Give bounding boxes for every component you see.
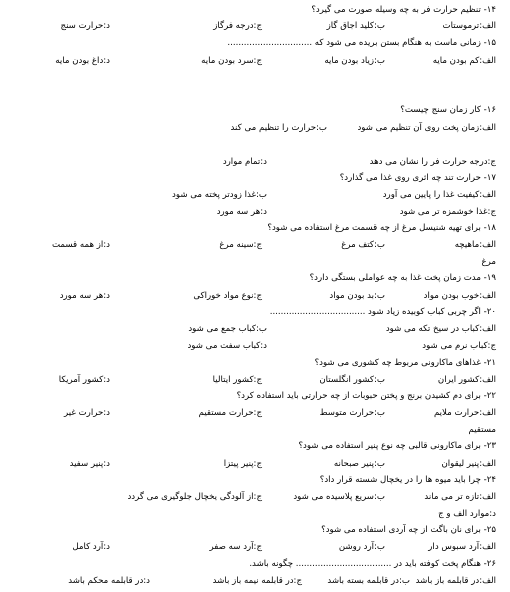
q14: ۱۴- تنظیم حرارت فر به چه وسیله صورت می گیرد؟ — [311, 5, 496, 15]
q17-opts-a-2: ب:غذا زودتر پخته می شود — [172, 190, 267, 200]
q24-opts-a-1: الف:تازه تر می ماند — [424, 492, 496, 502]
q19-opts-3: ج:نوع مواد خوراکی — [193, 291, 262, 301]
q21-opts-2: ب:کشور انگلستان — [319, 375, 385, 385]
q16-opts-a-2: ب:حرارت را تنظیم می کند — [230, 123, 327, 133]
q16-opts-b-2: د:تمام موارد — [222, 157, 267, 167]
q25: ۲۵- برای نان باگت از چه آردی استفاده می شود؟ — [321, 525, 496, 535]
q26-opts-3: ج:در قابلمه نیمه باز باشد — [212, 576, 302, 586]
q17: ۱۷- حرارت تند چه اثری روی غذا می گذارد؟ — [339, 173, 496, 183]
q17-opts-b-2: د:هر سه مورد — [216, 207, 267, 217]
q18: ۱۸- برای تهیه شنیسل مرغ از چه قسمت مرغ استفاده می شود؟ — [267, 223, 496, 233]
q14-opts-1: الف:ترموستات — [442, 21, 496, 31]
q25-opts-4: د:آرد کامل — [72, 542, 110, 552]
q14-opts-4: د:حرارت سنج — [60, 21, 110, 31]
q22-opts-2: ب:حرارت متوسط — [319, 408, 385, 418]
q15: ۱۵- زمانی ماست به هنگام بستن بریده می شود که ............................... — [227, 38, 496, 48]
q20-opts-b-2: د:کباب سفت می شود — [187, 341, 267, 351]
q21-opts-4: د:کشور آمریکا — [58, 375, 110, 385]
q22: ۲۲- برای دم کشیدن برنج و پختن حبوبات از چه حرارتی باید استفاده کرد؟ — [236, 391, 496, 401]
q18-opts-4: د:از همه قسمت — [51, 240, 110, 250]
q21-opts-1: الف:کشور ایران — [437, 375, 496, 385]
q21: ۲۱- غذاهای ماکارونی مربوط چه کشوری می شود؟ — [314, 358, 496, 368]
q18-opts-2: ب:کتف مرغ — [341, 240, 385, 250]
q16-opts-a-1: الف:زمان پخت روی آن تنظیم می شود — [357, 123, 496, 133]
q25-opts-2: ب:آرد روشن — [338, 542, 385, 552]
q26-opts-4: د:در قابلمه محکم باشد — [68, 576, 150, 586]
q23: ۲۳- برای ماکارونی قالبی چه نوع پنیر استفاده می شود؟ — [298, 441, 496, 451]
q25-opts-3: ج:آرد سه صفر — [209, 542, 262, 552]
q23-opts-2: ب:پنیر صبحانه — [333, 459, 385, 469]
q24: ۲۴- چرا باید میوه ها را در یخچال شسته قرار داد؟ — [319, 475, 496, 485]
q17-opts-b-1: ج:غذا خوشمزه تر می شود — [399, 207, 496, 217]
q19-opts-1: الف:خوب بودن مواد — [423, 291, 496, 301]
q15-opts-1: الف:کم بودن مایه — [432, 56, 496, 66]
q16-opts-b-1: ج:درجه حرارت فر را نشان می دهد — [369, 157, 496, 167]
q16: ۱۶- کار زمان سنج چیست؟ — [400, 105, 496, 115]
q15-opts-2: ب:زیاد بودن مایه — [324, 56, 385, 66]
q20-opts-b-1: ج:کباب نرم می شود — [422, 341, 496, 351]
q19-opts-4: د:هر سه مورد — [59, 291, 110, 301]
q24-opts-a-2: ب:سریع پلاسیده می شود — [293, 492, 385, 502]
q17-opts-a-1: الف:کیفیت غذا را پایین می آورد — [382, 190, 496, 200]
q19-opts-2: ب:بد بودن مواد — [329, 291, 385, 301]
q26: ۲۶- هنگام پخت کوفته باید در ................................... چگونه باشد. — [249, 559, 496, 569]
q18-cont: مرغ — [481, 257, 496, 267]
q23-opts-3: ج:پنیر پیتزا — [223, 459, 262, 469]
q18-opts-1: الف:ماهیچه — [454, 240, 496, 250]
q23-opts-4: د:پنیر سفید — [69, 459, 110, 469]
q22-opts-3: ج:حرارت مستقیم — [198, 408, 262, 418]
q19: ۱۹- مدت زمان پخت غذا به چه عواملی بستگی دارد؟ — [309, 273, 496, 283]
q14-opts-2: ب:کلید اجاق گاز — [326, 21, 385, 31]
q22-opts-4: د:حرارت غیر — [64, 408, 110, 418]
q24-opts-a-3: ج:از آلودگی یخچال جلوگیری می گردد — [127, 492, 262, 502]
q22-opts-1: الف:حرارت ملایم — [433, 408, 496, 418]
q26-opts-2: ب:در قابلمه بسته باشد — [327, 576, 410, 586]
q22-cont: مستقیم — [468, 425, 496, 435]
q23-opts-1: الف:پنیر لیقوان — [441, 459, 496, 469]
q15-opts-3: ج:سرد بودن مایه — [201, 56, 262, 66]
q15-opts-4: د:داغ بودن مایه — [55, 56, 110, 66]
q20-opts-a-2: ب:کباب جمع می شود — [188, 324, 267, 334]
q14-opts-3: ج:درجه فرگاز — [213, 21, 262, 31]
q25-opts-1: الف:آرد سبوس دار — [428, 542, 496, 552]
q18-opts-3: ج:سینه مرغ — [219, 240, 262, 250]
q24-opts-b: د:موارد الف و ج — [438, 509, 496, 519]
q20: ۲۰- اگر چربی کباب کوبیده زیاد شود ................................... — [269, 307, 496, 317]
q21-opts-3: ج:کشور ایتالیا — [212, 375, 262, 385]
q26-opts-1: الف:در قابلمه باز باشد — [415, 576, 496, 586]
q20-opts-a-1: الف:کباب در سیخ تکه می شود — [385, 324, 496, 334]
